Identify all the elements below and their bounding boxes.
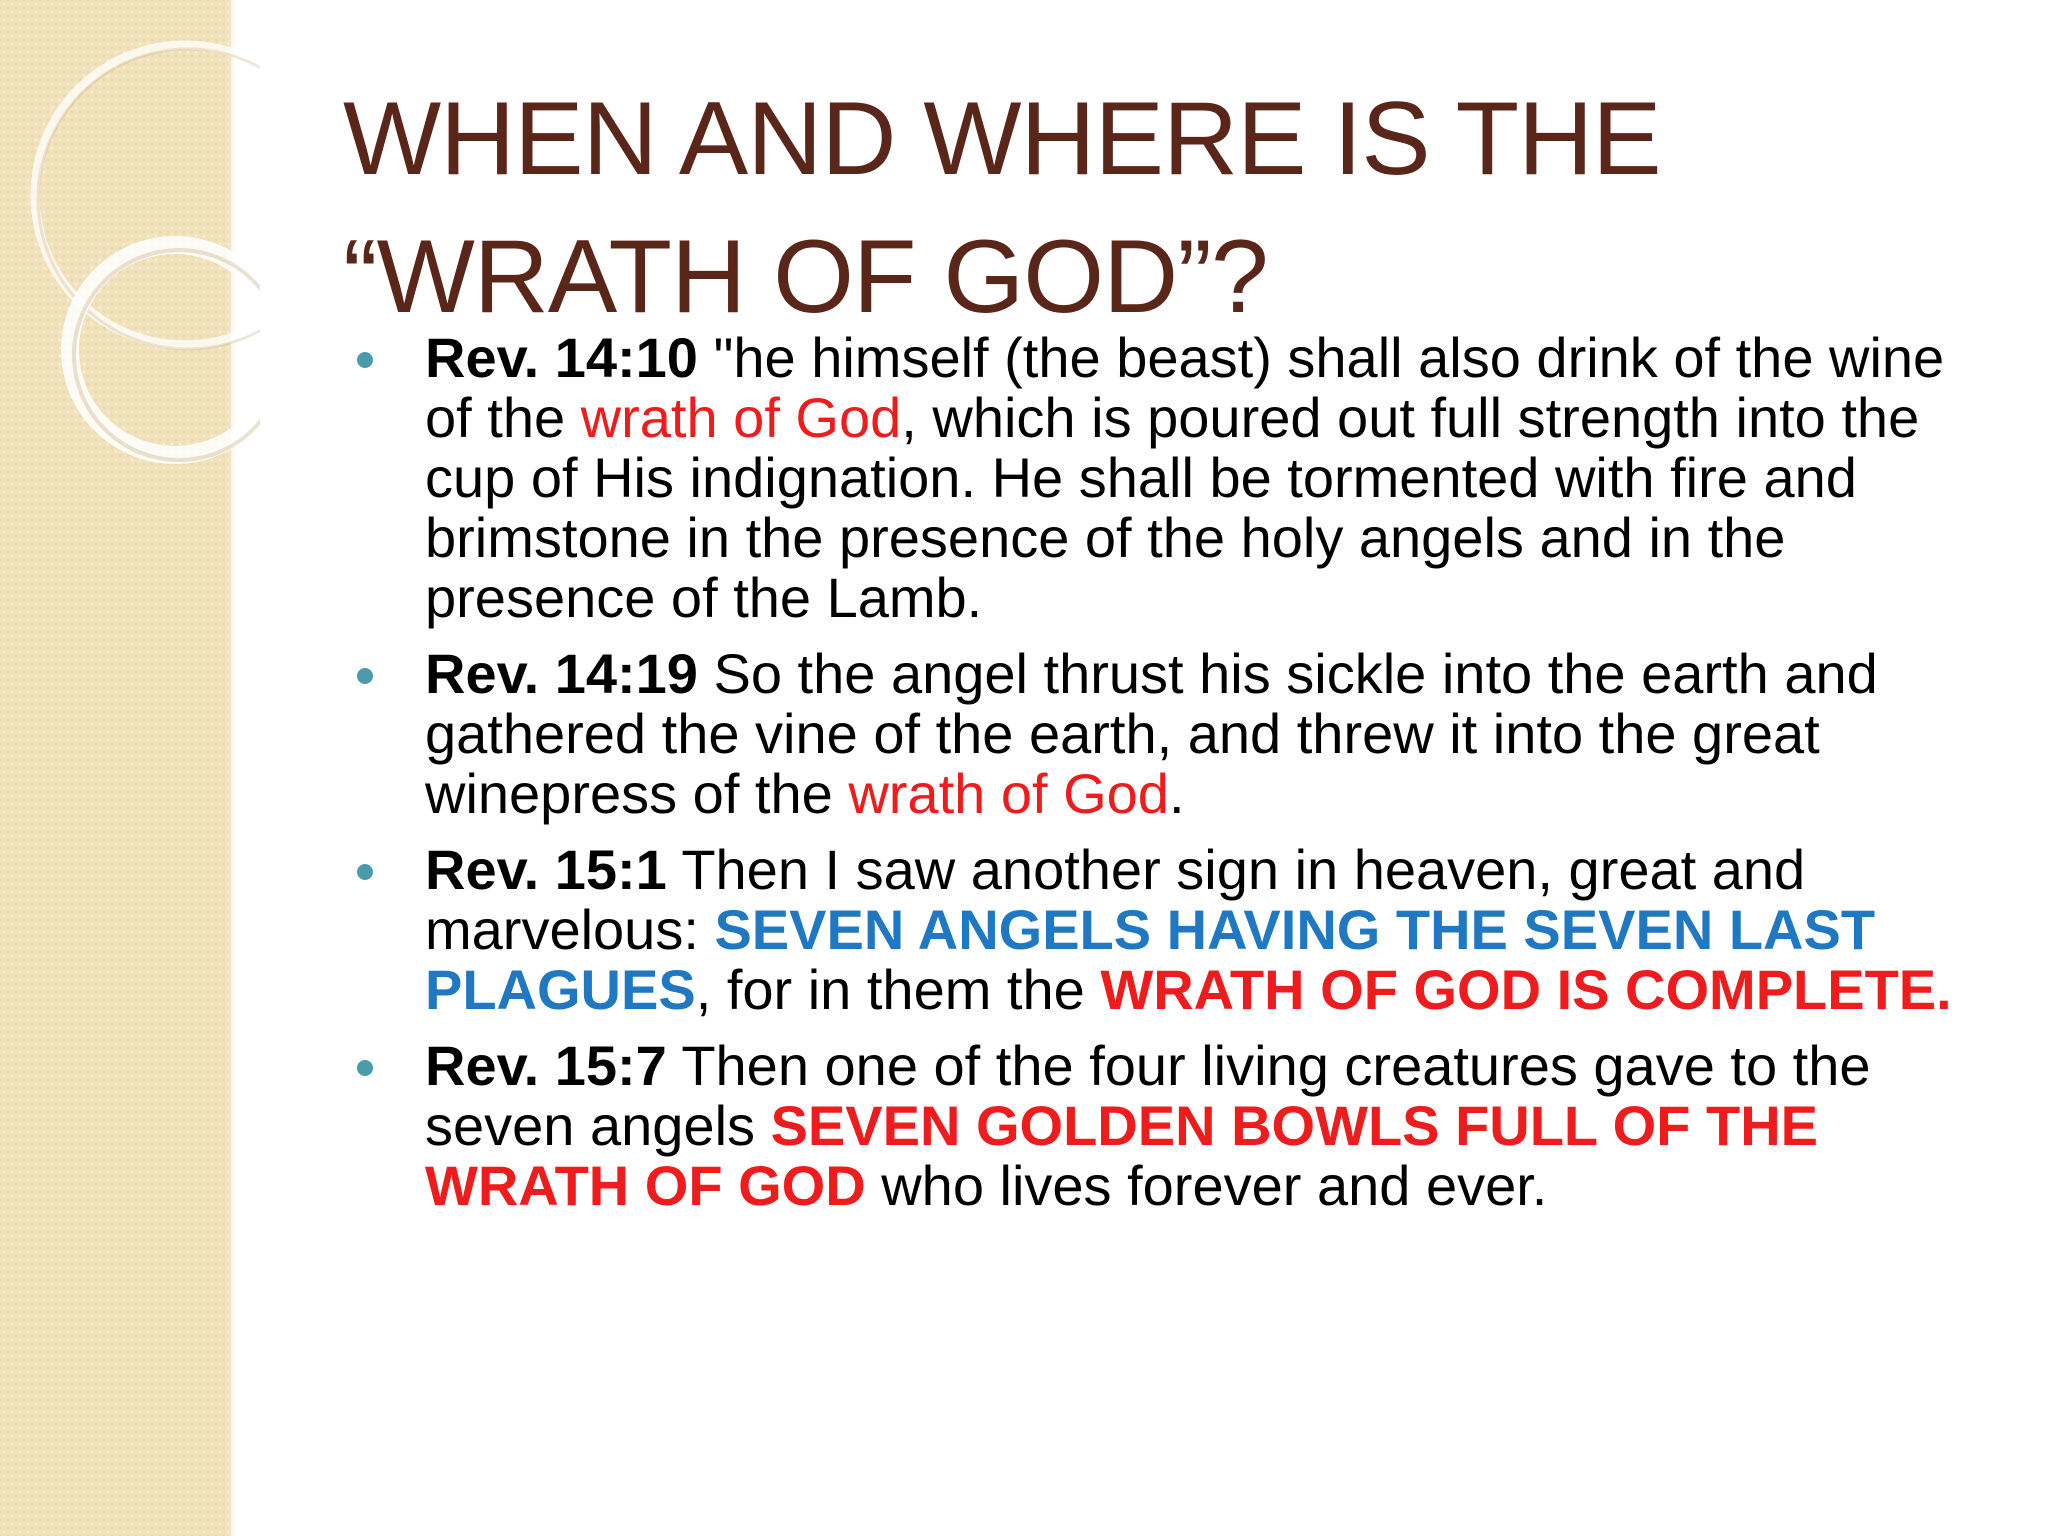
- verse-reference: Rev. 14:19: [425, 642, 698, 705]
- list-item: [355, 328, 1995, 628]
- verse-list: [355, 328, 1995, 1232]
- verse-reference: Rev. 14:10: [425, 326, 698, 389]
- verse-highlight: wrath of God: [580, 386, 902, 449]
- verse-text: who lives forever and ever.: [865, 1154, 1548, 1217]
- verse-text: Then I saw another sign in heaven, great and marvelous:: [425, 838, 1806, 961]
- verse-text: So the angel thrust his sickle into the earth and gathered the vine of the earth, and threw it into the great winepress of the: [425, 642, 1878, 825]
- verse-highlight-blue: SEVEN ANGELS HAVING THE SEVEN LAST PLAGUES: [425, 898, 1876, 1021]
- verse-text: , for in them the: [695, 958, 1101, 1021]
- verse-highlight-red: WRATH OF GOD IS COMPLETE.: [1100, 958, 1952, 1021]
- list-item: [355, 644, 1995, 824]
- verse-text: , which is poured out full strength into the cup of His indignation. He shall be tormented with fire and brimstone in the presence of the holy angels and in the presence of the Lamb.: [425, 386, 1920, 629]
- verse-highlight: wrath of God: [848, 762, 1169, 825]
- verse-text: Then one of the four living creatures gave to the seven angels: [425, 1034, 1871, 1157]
- verse-highlight-red: SEVEN GOLDEN BOWLS FULL OF THE WRATH OF GOD: [425, 1094, 1819, 1217]
- bullet-icon: [357, 668, 373, 684]
- title-line-1: WHEN AND WHERE IS THE: [343, 81, 1661, 197]
- bullet-icon: [357, 1060, 373, 1076]
- verse-text: "he himself (the beast) shall also drink of the wine of the: [425, 326, 1945, 449]
- verse-reference: Rev. 15:1: [425, 838, 667, 901]
- verse-reference: Rev. 15:7: [425, 1034, 667, 1097]
- large-ring: [35, 45, 260, 345]
- list-item: [355, 840, 1995, 1020]
- bullet-icon: [357, 864, 373, 880]
- title-line-2: “WRATH OF GOD”?: [343, 219, 1268, 335]
- verse-text: .: [1168, 762, 1185, 825]
- bullet-icon: [357, 352, 373, 368]
- decorative-rings: [0, 0, 260, 520]
- slide-title: [343, 70, 1983, 346]
- list-item: [355, 1036, 1995, 1216]
